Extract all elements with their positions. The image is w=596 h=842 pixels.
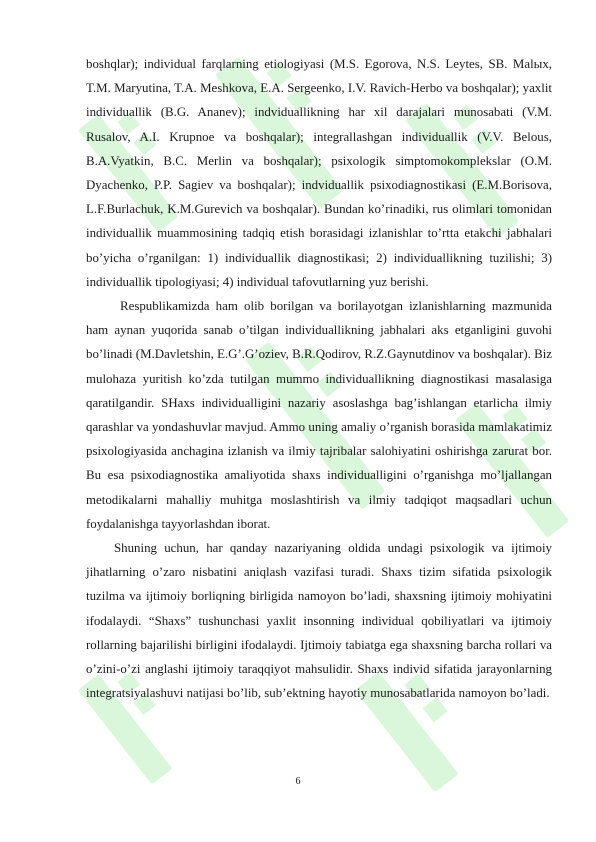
paragraph-2: Respublikamizda ham olib borilgan va borilayotgan izlanishlarning mazmunida ham aynan yuqorida sanab o’tilgan individuallikning jabhalari aks etganligini guvohi bo’linadi (M.Davletshin, E.G’.G’oziev, B.R.Qodirov, R.Z.Gaynutdinov va boshqalar). Biz mulohaza yuritish ko’zda tutilgan mummo individuallikning diagnostikasi masalasiga qaratilgandir. SHaxs individualligini nazariy asoslashga bag’ishlangan etarlicha ilmiy qarashlar va yondashuvlar mavjud. Ammo uning amaliy o’rganish borasida mamlakatimiz psixologiyasida anchagina izlanish va ilmiy tajribalar salohiyatini oshirishga zarurat bor. Bu esa psixodiagnostika amaliyotida shaxs individualligini o’rganishga mo’ljallangan metodikalarni mahalliy muhitga moslashtirish va ilmiy tadqiqot maqsadlari uchun foydalanishga tayyorlashdan iborat. [86,299,552,531]
paragraph-1: boshqlar); individual farqlarning etiologiyasi (M.S. Egorova, N.S. Leytes, SB. Malых, T.M. Maryutina, T.A. Meshkova, E.A. Sergeenko, I.V. Ravich-Herbo va boshqalar); yaxlit individuallik (B.G. Ananev); indviduallikning har xil darajalari munosabati (V.M. Rusalov, A.I. Krupnoe va boshqalar); integrallashgan individuallik (V.V. Belous, B.A.Vyatkin, B.C. Merlin va boshqalar); psixologik simptomokomplekslar (O.M. Dyachenko, P.P. Sagiev va boshqalar); indviduallik psixodiagnostikasi (E.M.Borisova, L.F.Burlachuk, K.M.Gurevich va boshqalar). Bundan ko’rinadiki, rus olimlari tomonidan individuallik muammosining tadqiq etish borasidagi izlanishlar to’rtta etakchi jabhalari bo’yicha o’rganilgan: 1) individuallik diagnostikasi; 2) individuallikning tuzilishi; 3) individuallik tipologiyasi; 4) individual tafovutlarning yuz berishi. [86,57,552,289]
page-body-text [86,52,552,705]
page-number: 6 [295,776,301,787]
paragraph-3: Shuning uchun, har qanday nazariyaning oldida undagi psixologik va ijtimoiy jihatlarning o’zaro nisbatini aniqlash vazifasi turadi. Shaxs tizim sifatida psixologik tuzilma va ijtimoiy borliqning birligida namoyon bo’ladi, shaxsning ijtimoiy mohiyatini ifodalaydi. “Shaxs” tushunchasi yaxlit insonning individual qobiliyatlari va ijtimoiy rollarning bajarilishi birligini ifodalaydi. Ijtimoiy tabiatga ega shaxsning barcha rollari va o’zini-o’zi anglashi ijtimoiy taraqqiyot mahsulidir. Shaxs individ sifatida jarayonlarning integratsiyalashuvi natijasi bo’lib, sub’ektning hayotiy munosabatlarida namoyon bo’ladi. [86,541,552,701]
